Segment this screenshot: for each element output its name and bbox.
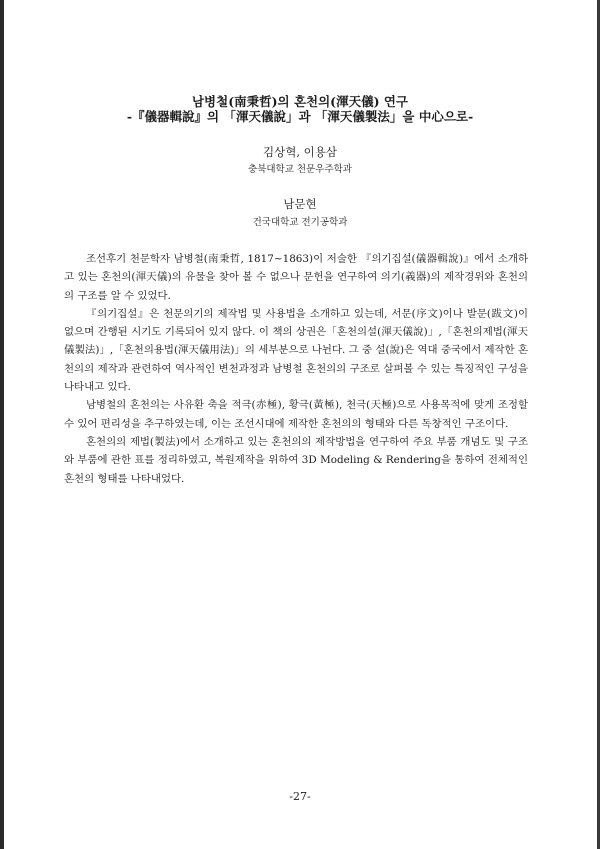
author-affiliation-2: 건국대학교 전기공학과 — [252, 217, 348, 228]
author-names-2: 남문현 — [283, 197, 317, 211]
paper-title: 남병철(南秉哲)의 혼천의(渾天儀) 연구 — [191, 94, 409, 109]
abstract-paragraph: 『의기집설』은 천문의기의 제작법 및 사용법을 소개하고 있는데, 서문(序文)이나 발문(跋文)이 없으며 간행된 시기도 기록되어 있지 않다. 이 책의 상권은「혼천의설(渾天儀說)」,「혼천의제법(渾天儀製法)」,「혼천의용법(渾天儀用法)」의 세부분으로 나뉜다. 그 중 설(說)은 역대 중국에서 제작한 혼천의의 제작과 관련하여 역사적인 변천과정과 남병철 혼천의의 구조로 살펴볼 수 있는 특징적인 구성을 나타내고 있다. — [64, 307, 528, 394]
paper-subtitle: -『儀器輯說』의 「渾天儀說」과 「渾天儀製法」을 中心으로- — [126, 109, 474, 124]
abstract-paragraph: 남병철의 혼천의는 사유환 축을 적극(赤極), 황극(黃極), 천극(天極)으로 사용목적에 맞게 조정할 수 있어 편리성을 추구하였는데, 이는 조선시대에 제작한 혼천의의 형태와 다른 독창적인 구조이다. — [64, 399, 528, 430]
author-affiliation-1: 충북대학교 천문우주학과 — [248, 164, 352, 175]
abstract-paragraph: 조선후기 천문학자 남병철(南秉哲, 1817~1863)이 저술한 『의기집설(儀器輯說)』에서 소개하고 있는 혼천의(渾天儀)의 유물을 찾아 볼 수 없으나 문헌을 연구하여 의기(義器)의 제작경위와 혼천의의 구조를 알 수 있었다. — [64, 253, 528, 302]
abstract — [64, 250, 528, 488]
author-names-1: 김상혁, 이용삼 — [263, 145, 337, 159]
page-number: -27- — [289, 790, 311, 803]
abstract-paragraph: 혼천의의 제법(製法)에서 소개하고 있는 혼천의의 제작방법을 연구하여 주요 부품 개념도 및 구조와 부품에 관한 표를 정리하였고, 복원제작을 위하여 3D Modeling & Rendering을 통하여 전체적인 혼천의 형태를 나타내었다. — [64, 435, 528, 485]
